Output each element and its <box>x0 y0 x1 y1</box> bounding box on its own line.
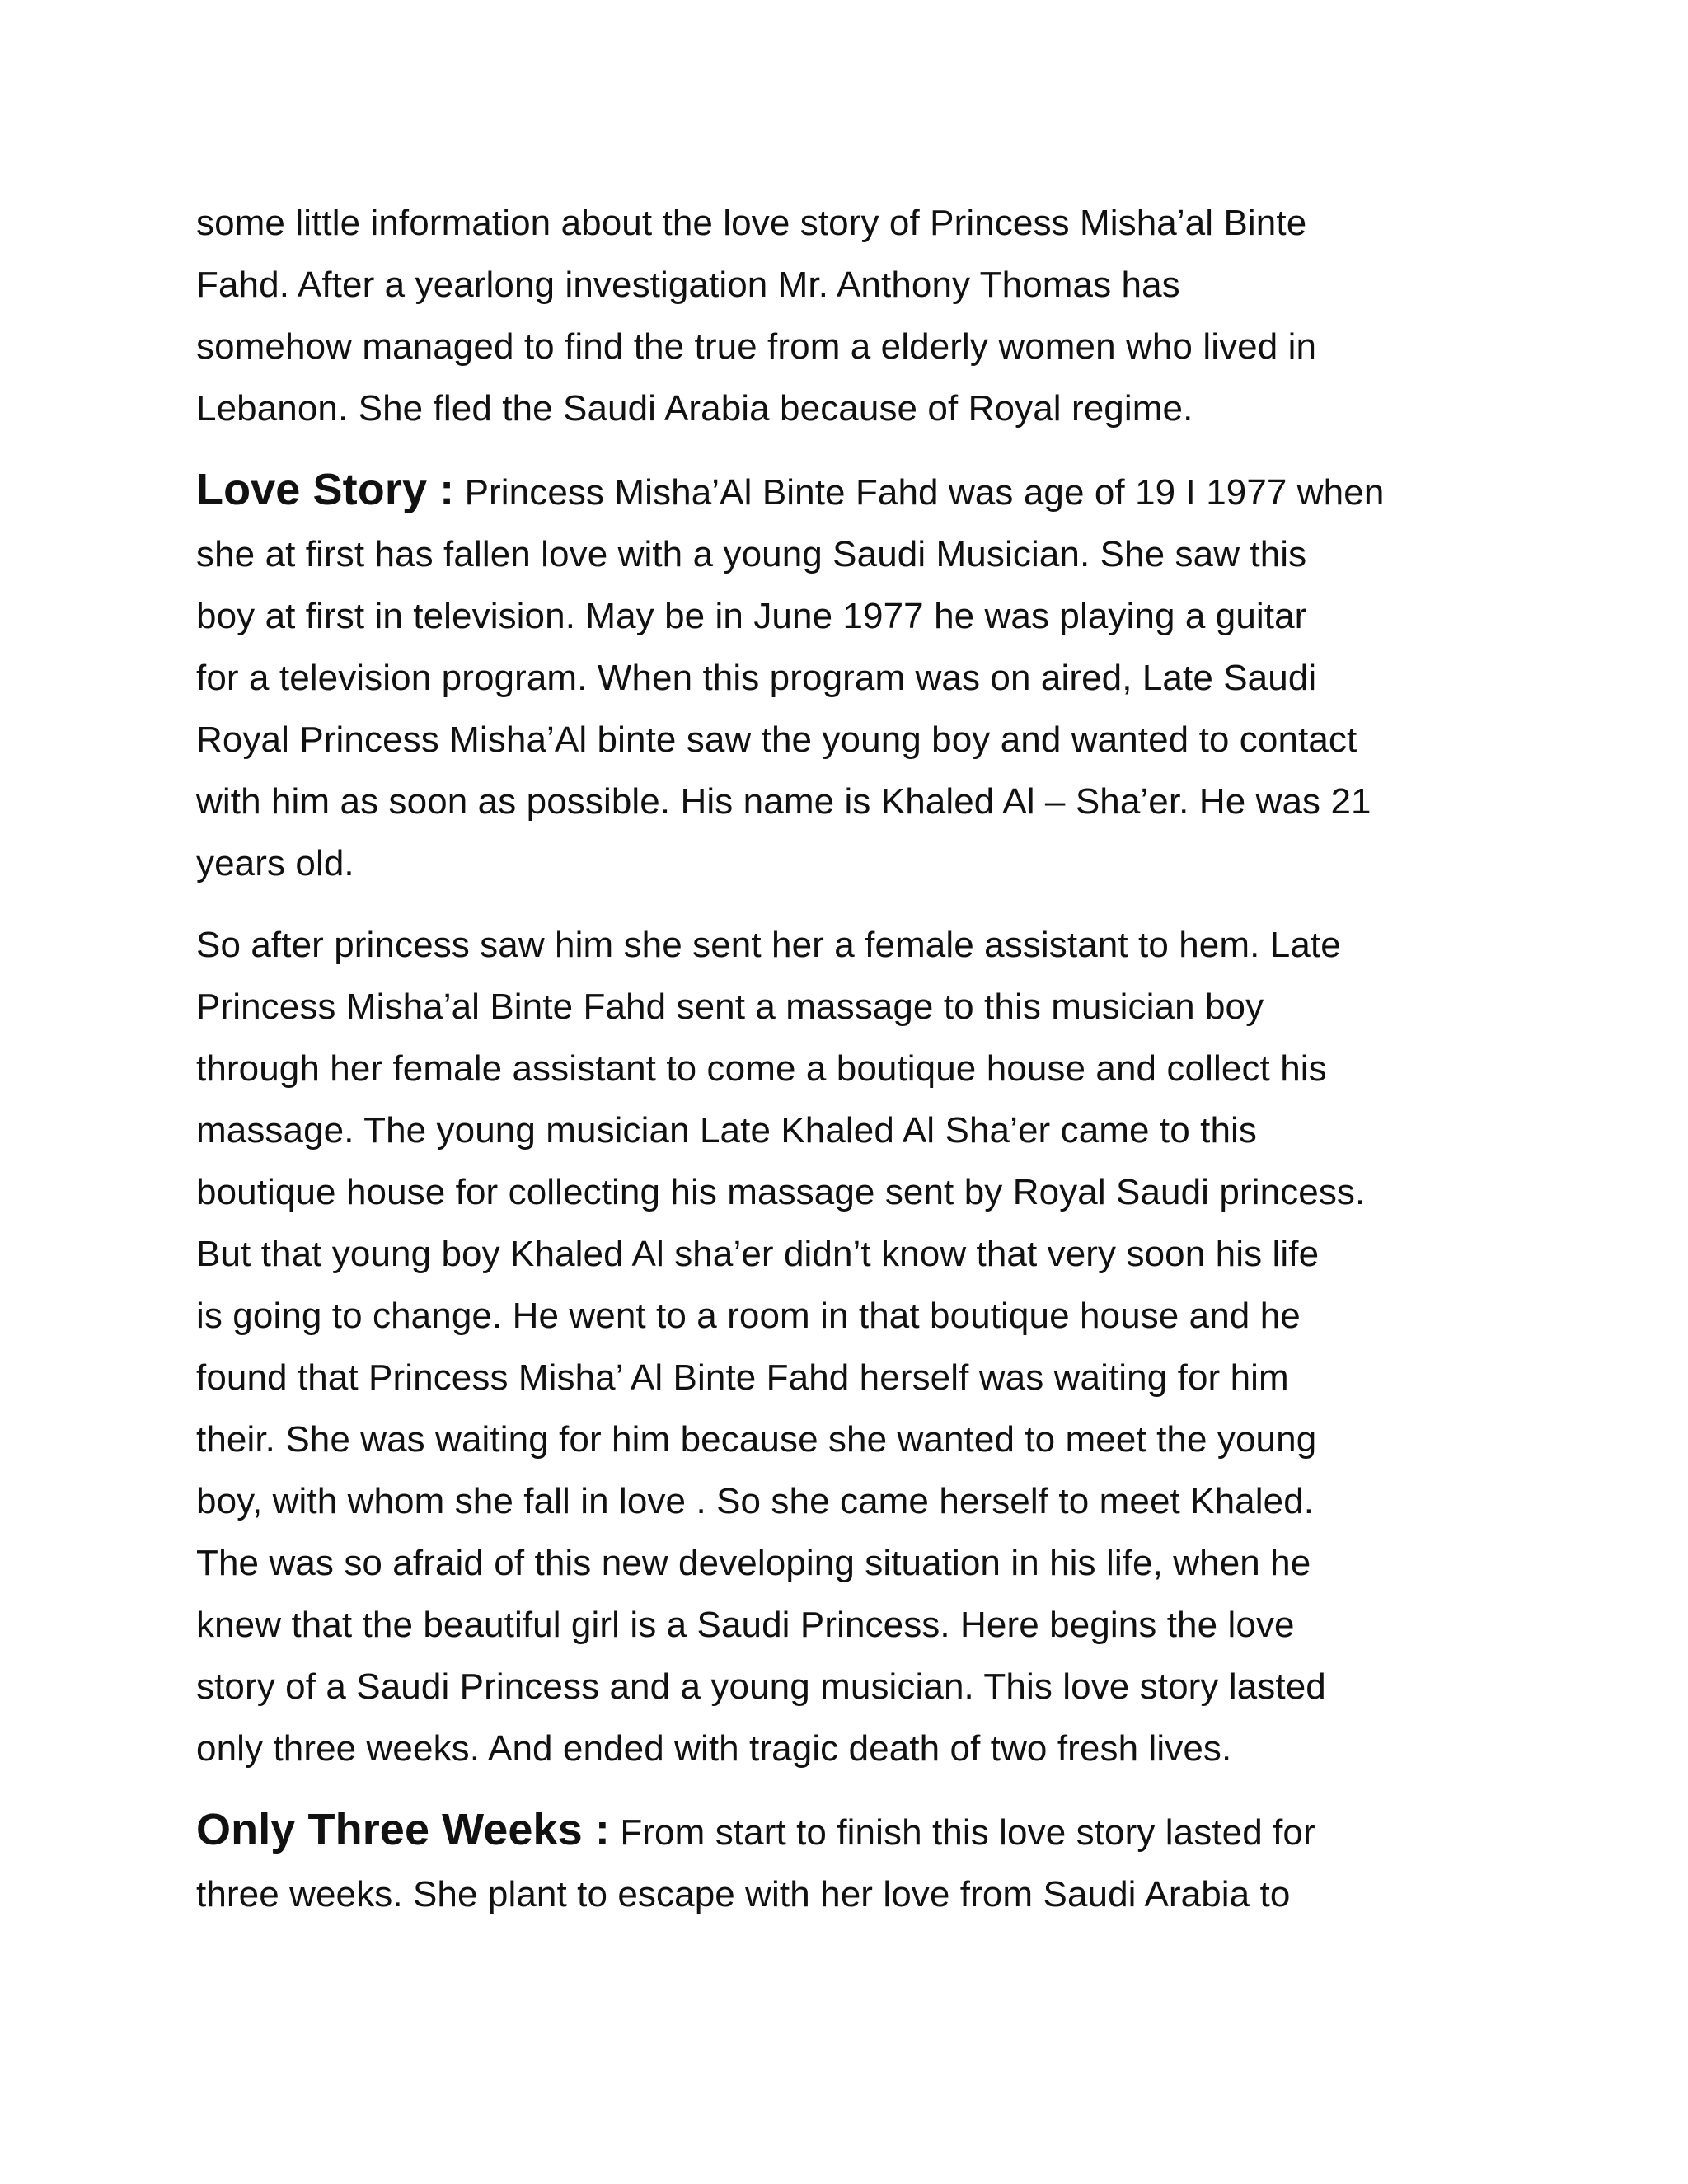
paragraph-love-story <box>196 459 1482 894</box>
paragraph-gap <box>196 894 1482 914</box>
text-line: Lebanon. She fled the Saudi Arabia because of Royal regime. <box>196 388 1193 429</box>
text-line: story of a Saudi Princess and a young musician. This love story lasted <box>196 1666 1326 1707</box>
text-line: is going to change. He went to a room in that boutique house and he <box>196 1296 1301 1336</box>
text-line: found that Princess Misha’ Al Binte Fahd herself was waiting for him <box>196 1357 1289 1398</box>
paragraph-gap <box>196 439 1482 459</box>
text-line: boutique house for collecting his massage sent by Royal Saudi princess. <box>196 1172 1366 1212</box>
text-line: somehow managed to find the true from a elderly women who lived in <box>196 326 1317 367</box>
text-line: boy, with whom she fall in love . So she came herself to meet Khaled. <box>196 1481 1315 1521</box>
paragraph-meeting <box>196 914 1482 1779</box>
text-line: three weeks. She plant to escape with her love from Saudi Arabia to <box>196 1874 1291 1915</box>
text-line: she at first has fallen love with a young Saudi Musician. She saw this <box>196 534 1307 574</box>
paragraph-gap <box>196 1779 1482 1799</box>
text-line <box>196 459 1482 523</box>
text-line: only three weeks. And ended with tragic death of two fresh lives. <box>196 1728 1232 1769</box>
paragraph-three-weeks <box>196 1799 1482 1925</box>
text-line: knew that the beautiful girl is a Saudi Princess. Here begins the love <box>196 1605 1295 1645</box>
text-line: through her female assistant to come a boutique house and collect his <box>196 1048 1327 1089</box>
text-line: So after princess saw him she sent her a female assistant to hem. Late <box>196 925 1341 965</box>
text-line: But that young boy Khaled Al sha’er didn’t know that very soon his life <box>196 1234 1320 1274</box>
text-line: boy at first in television. May be in June 1977 he was playing a guitar <box>196 596 1307 636</box>
text-line: Fahd. After a yearlong investigation Mr. Anthony Thomas has <box>196 265 1180 305</box>
text-line: some little information about the love story of Princess Misha’al Binte <box>196 203 1307 243</box>
section-heading-three-weeks: Only Three Weeks : <box>196 1805 610 1854</box>
text-line: The was so afraid of this new developing situation in his life, when he <box>196 1543 1311 1583</box>
document-body <box>196 192 1482 1925</box>
paragraph-intro <box>196 192 1482 439</box>
text-line: Royal Princess Misha’Al binte saw the young boy and wanted to contact <box>196 719 1357 760</box>
text-line: massage. The young musician Late Khaled Al Sha’er came to this <box>196 1110 1258 1151</box>
text-line: years old. <box>196 843 354 883</box>
text-line: Princess Misha’al Binte Fahd sent a massage to this musician boy <box>196 987 1264 1027</box>
section-heading-love-story: Love Story : <box>196 465 455 514</box>
text-line: with him as soon as possible. His name is Khaled Al – Sha’er. He was 21 <box>196 781 1372 822</box>
text-line: for a television program. When this program was on aired, Late Saudi <box>196 658 1317 698</box>
heading-line-text: From start to finish this love story lasted for <box>620 1812 1315 1853</box>
text-line: their. She was waiting for him because she wanted to meet the young <box>196 1419 1317 1460</box>
heading-line-text: Princess Misha’Al Binte Fahd was age of 19 I 1977 when <box>464 472 1385 513</box>
text-line <box>196 1799 1482 1863</box>
